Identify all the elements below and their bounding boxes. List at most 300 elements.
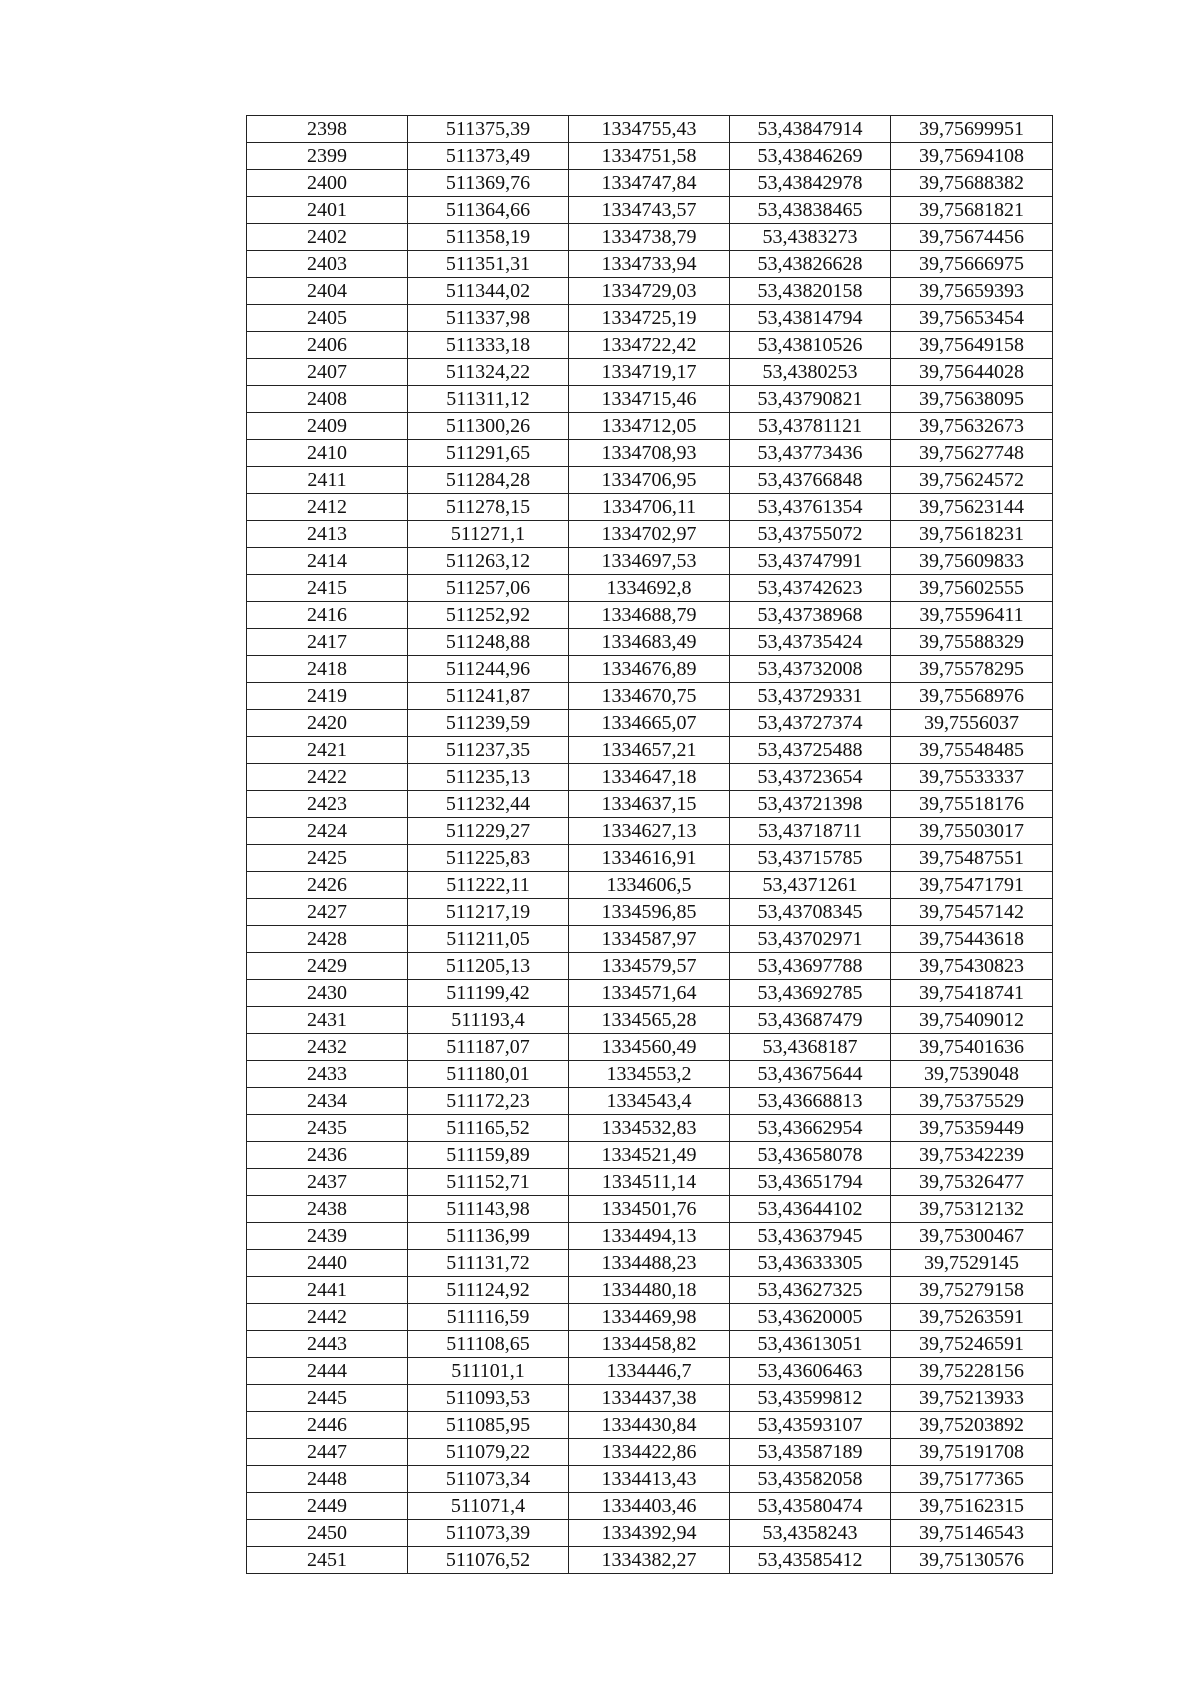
longitude-cell: 39,75162315: [891, 1493, 1053, 1520]
longitude-cell: 39,75681821: [891, 197, 1053, 224]
latitude-cell: 53,43708345: [730, 899, 891, 926]
point-number-cell: 2404: [247, 278, 408, 305]
latitude-cell: 53,43627325: [730, 1277, 891, 1304]
latitude-cell: 53,43675644: [730, 1061, 891, 1088]
table-row: [247, 1169, 1053, 1196]
table-row: [247, 278, 1053, 305]
table-row: [247, 845, 1053, 872]
table-row: [247, 332, 1053, 359]
x-coordinate-cell: 511284,28: [408, 467, 569, 494]
longitude-cell: 39,75203892: [891, 1412, 1053, 1439]
x-coordinate-cell: 511079,22: [408, 1439, 569, 1466]
latitude-cell: 53,43842978: [730, 170, 891, 197]
x-coordinate-cell: 511344,02: [408, 278, 569, 305]
y-coordinate-cell: 1334565,28: [569, 1007, 730, 1034]
latitude-cell: 53,43593107: [730, 1412, 891, 1439]
y-coordinate-cell: 1334480,18: [569, 1277, 730, 1304]
longitude-cell: 39,75342239: [891, 1142, 1053, 1169]
latitude-cell: 53,43790821: [730, 386, 891, 413]
x-coordinate-cell: 511271,1: [408, 521, 569, 548]
latitude-cell: 53,43715785: [730, 845, 891, 872]
x-coordinate-cell: 511180,01: [408, 1061, 569, 1088]
latitude-cell: 53,43697788: [730, 953, 891, 980]
latitude-cell: 53,4368187: [730, 1034, 891, 1061]
coordinates-table-body: [247, 116, 1053, 1574]
table-row: [247, 494, 1053, 521]
table-row: [247, 1466, 1053, 1493]
y-coordinate-cell: 1334616,91: [569, 845, 730, 872]
latitude-cell: 53,43658078: [730, 1142, 891, 1169]
point-number-cell: 2445: [247, 1385, 408, 1412]
table-row: [247, 683, 1053, 710]
table-row: [247, 521, 1053, 548]
x-coordinate-cell: 511159,89: [408, 1142, 569, 1169]
table-row: [247, 413, 1053, 440]
latitude-cell: 53,4383273: [730, 224, 891, 251]
y-coordinate-cell: 1334446,7: [569, 1358, 730, 1385]
x-coordinate-cell: 511375,39: [408, 116, 569, 143]
y-coordinate-cell: 1334712,05: [569, 413, 730, 440]
y-coordinate-cell: 1334733,94: [569, 251, 730, 278]
y-coordinate-cell: 1334743,57: [569, 197, 730, 224]
longitude-cell: 39,75430823: [891, 953, 1053, 980]
table-row: [247, 899, 1053, 926]
longitude-cell: 39,75609833: [891, 548, 1053, 575]
longitude-cell: 39,75130576: [891, 1547, 1053, 1574]
longitude-cell: 39,75312132: [891, 1196, 1053, 1223]
y-coordinate-cell: 1334560,49: [569, 1034, 730, 1061]
point-number-cell: 2435: [247, 1115, 408, 1142]
x-coordinate-cell: 511324,22: [408, 359, 569, 386]
point-number-cell: 2406: [247, 332, 408, 359]
x-coordinate-cell: 511076,52: [408, 1547, 569, 1574]
latitude-cell: 53,43613051: [730, 1331, 891, 1358]
longitude-cell: 39,75359449: [891, 1115, 1053, 1142]
x-coordinate-cell: 511108,65: [408, 1331, 569, 1358]
longitude-cell: 39,75568976: [891, 683, 1053, 710]
table-row: [247, 548, 1053, 575]
latitude-cell: 53,43668813: [730, 1088, 891, 1115]
coordinates-table: [246, 115, 1053, 1574]
latitude-cell: 53,43633305: [730, 1250, 891, 1277]
latitude-cell: 53,43702971: [730, 926, 891, 953]
latitude-cell: 53,43582058: [730, 1466, 891, 1493]
longitude-cell: 39,75375529: [891, 1088, 1053, 1115]
point-number-cell: 2410: [247, 440, 408, 467]
y-coordinate-cell: 1334511,14: [569, 1169, 730, 1196]
latitude-cell: 53,43637945: [730, 1223, 891, 1250]
longitude-cell: 39,75588329: [891, 629, 1053, 656]
table-row: [247, 197, 1053, 224]
point-number-cell: 2412: [247, 494, 408, 521]
table-row: [247, 926, 1053, 953]
y-coordinate-cell: 1334430,84: [569, 1412, 730, 1439]
table-row: [247, 1142, 1053, 1169]
y-coordinate-cell: 1334579,57: [569, 953, 730, 980]
x-coordinate-cell: 511237,35: [408, 737, 569, 764]
y-coordinate-cell: 1334488,23: [569, 1250, 730, 1277]
latitude-cell: 53,43810526: [730, 332, 891, 359]
point-number-cell: 2443: [247, 1331, 408, 1358]
longitude-cell: 39,75644028: [891, 359, 1053, 386]
y-coordinate-cell: 1334587,97: [569, 926, 730, 953]
point-number-cell: 2451: [247, 1547, 408, 1574]
y-coordinate-cell: 1334751,58: [569, 143, 730, 170]
point-number-cell: 2430: [247, 980, 408, 1007]
x-coordinate-cell: 511093,53: [408, 1385, 569, 1412]
y-coordinate-cell: 1334596,85: [569, 899, 730, 926]
table-row: [247, 818, 1053, 845]
x-coordinate-cell: 511257,06: [408, 575, 569, 602]
y-coordinate-cell: 1334413,43: [569, 1466, 730, 1493]
x-coordinate-cell: 511124,92: [408, 1277, 569, 1304]
point-number-cell: 2426: [247, 872, 408, 899]
x-coordinate-cell: 511187,07: [408, 1034, 569, 1061]
table-row: [247, 1088, 1053, 1115]
point-number-cell: 2416: [247, 602, 408, 629]
table-row: [247, 980, 1053, 1007]
latitude-cell: 53,43692785: [730, 980, 891, 1007]
latitude-cell: 53,43735424: [730, 629, 891, 656]
latitude-cell: 53,43732008: [730, 656, 891, 683]
longitude-cell: 39,75699951: [891, 116, 1053, 143]
y-coordinate-cell: 1334676,89: [569, 656, 730, 683]
latitude-cell: 53,43820158: [730, 278, 891, 305]
x-coordinate-cell: 511333,18: [408, 332, 569, 359]
point-number-cell: 2425: [247, 845, 408, 872]
point-number-cell: 2422: [247, 764, 408, 791]
point-number-cell: 2399: [247, 143, 408, 170]
point-number-cell: 2444: [247, 1358, 408, 1385]
latitude-cell: 53,43729331: [730, 683, 891, 710]
x-coordinate-cell: 511225,83: [408, 845, 569, 872]
table-row: [247, 467, 1053, 494]
longitude-cell: 39,75443618: [891, 926, 1053, 953]
x-coordinate-cell: 511263,12: [408, 548, 569, 575]
point-number-cell: 2437: [247, 1169, 408, 1196]
longitude-cell: 39,75674456: [891, 224, 1053, 251]
x-coordinate-cell: 511165,52: [408, 1115, 569, 1142]
table-row: [247, 1520, 1053, 1547]
table-row: [247, 1412, 1053, 1439]
x-coordinate-cell: 511291,65: [408, 440, 569, 467]
y-coordinate-cell: 1334382,27: [569, 1547, 730, 1574]
y-coordinate-cell: 1334702,97: [569, 521, 730, 548]
y-coordinate-cell: 1334688,79: [569, 602, 730, 629]
x-coordinate-cell: 511222,11: [408, 872, 569, 899]
longitude-cell: 39,75548485: [891, 737, 1053, 764]
point-number-cell: 2407: [247, 359, 408, 386]
x-coordinate-cell: 511300,26: [408, 413, 569, 440]
table-row: [247, 1277, 1053, 1304]
y-coordinate-cell: 1334637,15: [569, 791, 730, 818]
point-number-cell: 2436: [247, 1142, 408, 1169]
point-number-cell: 2427: [247, 899, 408, 926]
table-row: [247, 305, 1053, 332]
point-number-cell: 2441: [247, 1277, 408, 1304]
point-number-cell: 2439: [247, 1223, 408, 1250]
y-coordinate-cell: 1334697,53: [569, 548, 730, 575]
latitude-cell: 53,43687479: [730, 1007, 891, 1034]
latitude-cell: 53,43742623: [730, 575, 891, 602]
y-coordinate-cell: 1334627,13: [569, 818, 730, 845]
latitude-cell: 53,43723654: [730, 764, 891, 791]
longitude-cell: 39,75533337: [891, 764, 1053, 791]
point-number-cell: 2415: [247, 575, 408, 602]
latitude-cell: 53,43599812: [730, 1385, 891, 1412]
y-coordinate-cell: 1334692,8: [569, 575, 730, 602]
point-number-cell: 2432: [247, 1034, 408, 1061]
x-coordinate-cell: 511241,87: [408, 683, 569, 710]
table-row: [247, 359, 1053, 386]
longitude-cell: 39,75401636: [891, 1034, 1053, 1061]
table-row: [247, 872, 1053, 899]
table-row: [247, 1331, 1053, 1358]
table-row: [247, 1304, 1053, 1331]
table-row: [247, 629, 1053, 656]
x-coordinate-cell: 511311,12: [408, 386, 569, 413]
latitude-cell: 53,43826628: [730, 251, 891, 278]
latitude-cell: 53,4371261: [730, 872, 891, 899]
table-row: [247, 656, 1053, 683]
latitude-cell: 53,43721398: [730, 791, 891, 818]
longitude-cell: 39,75618231: [891, 521, 1053, 548]
latitude-cell: 53,43727374: [730, 710, 891, 737]
x-coordinate-cell: 511369,76: [408, 170, 569, 197]
x-coordinate-cell: 511358,19: [408, 224, 569, 251]
x-coordinate-cell: 511211,05: [408, 926, 569, 953]
table-row: [247, 1250, 1053, 1277]
point-number-cell: 2419: [247, 683, 408, 710]
y-coordinate-cell: 1334708,93: [569, 440, 730, 467]
x-coordinate-cell: 511071,4: [408, 1493, 569, 1520]
point-number-cell: 2448: [247, 1466, 408, 1493]
y-coordinate-cell: 1334683,49: [569, 629, 730, 656]
table-row: [247, 170, 1053, 197]
table-row: [247, 1196, 1053, 1223]
point-number-cell: 2405: [247, 305, 408, 332]
table-row: [247, 737, 1053, 764]
y-coordinate-cell: 1334571,64: [569, 980, 730, 1007]
point-number-cell: 2403: [247, 251, 408, 278]
y-coordinate-cell: 1334532,83: [569, 1115, 730, 1142]
y-coordinate-cell: 1334647,18: [569, 764, 730, 791]
y-coordinate-cell: 1334521,49: [569, 1142, 730, 1169]
table-row: [247, 440, 1053, 467]
point-number-cell: 2408: [247, 386, 408, 413]
x-coordinate-cell: 511199,42: [408, 980, 569, 1007]
latitude-cell: 53,43725488: [730, 737, 891, 764]
latitude-cell: 53,43718711: [730, 818, 891, 845]
x-coordinate-cell: 511101,1: [408, 1358, 569, 1385]
latitude-cell: 53,43755072: [730, 521, 891, 548]
longitude-cell: 39,75596411: [891, 602, 1053, 629]
y-coordinate-cell: 1334606,5: [569, 872, 730, 899]
longitude-cell: 39,75623144: [891, 494, 1053, 521]
point-number-cell: 2424: [247, 818, 408, 845]
x-coordinate-cell: 511232,44: [408, 791, 569, 818]
table-row: [247, 710, 1053, 737]
point-number-cell: 2434: [247, 1088, 408, 1115]
table-row: [247, 1061, 1053, 1088]
point-number-cell: 2402: [247, 224, 408, 251]
longitude-cell: 39,75279158: [891, 1277, 1053, 1304]
y-coordinate-cell: 1334738,79: [569, 224, 730, 251]
y-coordinate-cell: 1334719,17: [569, 359, 730, 386]
latitude-cell: 53,43838465: [730, 197, 891, 224]
y-coordinate-cell: 1334543,4: [569, 1088, 730, 1115]
y-coordinate-cell: 1334706,11: [569, 494, 730, 521]
x-coordinate-cell: 511193,4: [408, 1007, 569, 1034]
x-coordinate-cell: 511244,96: [408, 656, 569, 683]
latitude-cell: 53,43847914: [730, 116, 891, 143]
point-number-cell: 2414: [247, 548, 408, 575]
x-coordinate-cell: 511085,95: [408, 1412, 569, 1439]
longitude-cell: 39,75177365: [891, 1466, 1053, 1493]
longitude-cell: 39,75409012: [891, 1007, 1053, 1034]
longitude-cell: 39,75191708: [891, 1439, 1053, 1466]
latitude-cell: 53,43773436: [730, 440, 891, 467]
table-row: [247, 1007, 1053, 1034]
latitude-cell: 53,43781121: [730, 413, 891, 440]
y-coordinate-cell: 1334392,94: [569, 1520, 730, 1547]
longitude-cell: 39,75263591: [891, 1304, 1053, 1331]
x-coordinate-cell: 511073,34: [408, 1466, 569, 1493]
longitude-cell: 39,75146543: [891, 1520, 1053, 1547]
y-coordinate-cell: 1334670,75: [569, 683, 730, 710]
table-row: [247, 1358, 1053, 1385]
x-coordinate-cell: 511116,59: [408, 1304, 569, 1331]
longitude-cell: 39,75518176: [891, 791, 1053, 818]
x-coordinate-cell: 511235,13: [408, 764, 569, 791]
latitude-cell: 53,43761354: [730, 494, 891, 521]
table-row: [247, 1034, 1053, 1061]
point-number-cell: 2446: [247, 1412, 408, 1439]
point-number-cell: 2428: [247, 926, 408, 953]
latitude-cell: 53,43606463: [730, 1358, 891, 1385]
point-number-cell: 2417: [247, 629, 408, 656]
y-coordinate-cell: 1334501,76: [569, 1196, 730, 1223]
table-row: [247, 224, 1053, 251]
longitude-cell: 39,75418741: [891, 980, 1053, 1007]
x-coordinate-cell: 511373,49: [408, 143, 569, 170]
y-coordinate-cell: 1334422,86: [569, 1439, 730, 1466]
point-number-cell: 2411: [247, 467, 408, 494]
y-coordinate-cell: 1334437,38: [569, 1385, 730, 1412]
longitude-cell: 39,75624572: [891, 467, 1053, 494]
latitude-cell: 53,43814794: [730, 305, 891, 332]
point-number-cell: 2449: [247, 1493, 408, 1520]
longitude-cell: 39,75627748: [891, 440, 1053, 467]
table-row: [247, 1115, 1053, 1142]
longitude-cell: 39,75632673: [891, 413, 1053, 440]
x-coordinate-cell: 511136,99: [408, 1223, 569, 1250]
x-coordinate-cell: 511248,88: [408, 629, 569, 656]
longitude-cell: 39,75326477: [891, 1169, 1053, 1196]
longitude-cell: 39,75246591: [891, 1331, 1053, 1358]
point-number-cell: 2420: [247, 710, 408, 737]
point-number-cell: 2418: [247, 656, 408, 683]
latitude-cell: 53,43644102: [730, 1196, 891, 1223]
longitude-cell: 39,7539048: [891, 1061, 1053, 1088]
y-coordinate-cell: 1334553,2: [569, 1061, 730, 1088]
x-coordinate-cell: 511229,27: [408, 818, 569, 845]
latitude-cell: 53,4358243: [730, 1520, 891, 1547]
point-number-cell: 2400: [247, 170, 408, 197]
y-coordinate-cell: 1334706,95: [569, 467, 730, 494]
latitude-cell: 53,43585412: [730, 1547, 891, 1574]
longitude-cell: 39,75457142: [891, 899, 1053, 926]
y-coordinate-cell: 1334725,19: [569, 305, 730, 332]
x-coordinate-cell: 511252,92: [408, 602, 569, 629]
point-number-cell: 2401: [247, 197, 408, 224]
latitude-cell: 53,43766848: [730, 467, 891, 494]
y-coordinate-cell: 1334715,46: [569, 386, 730, 413]
table-row: [247, 575, 1053, 602]
point-number-cell: 2442: [247, 1304, 408, 1331]
latitude-cell: 53,43620005: [730, 1304, 891, 1331]
longitude-cell: 39,75228156: [891, 1358, 1053, 1385]
y-coordinate-cell: 1334729,03: [569, 278, 730, 305]
point-number-cell: 2423: [247, 791, 408, 818]
point-number-cell: 2409: [247, 413, 408, 440]
longitude-cell: 39,75688382: [891, 170, 1053, 197]
y-coordinate-cell: 1334469,98: [569, 1304, 730, 1331]
table-row: [247, 143, 1053, 170]
point-number-cell: 2413: [247, 521, 408, 548]
point-number-cell: 2421: [247, 737, 408, 764]
point-number-cell: 2433: [247, 1061, 408, 1088]
latitude-cell: 53,43580474: [730, 1493, 891, 1520]
table-row: [247, 1223, 1053, 1250]
y-coordinate-cell: 1334665,07: [569, 710, 730, 737]
table-row: [247, 791, 1053, 818]
x-coordinate-cell: 511172,23: [408, 1088, 569, 1115]
y-coordinate-cell: 1334494,13: [569, 1223, 730, 1250]
longitude-cell: 39,75578295: [891, 656, 1053, 683]
table-row: [247, 602, 1053, 629]
latitude-cell: 53,43587189: [730, 1439, 891, 1466]
longitude-cell: 39,75638095: [891, 386, 1053, 413]
y-coordinate-cell: 1334458,82: [569, 1331, 730, 1358]
longitude-cell: 39,7529145: [891, 1250, 1053, 1277]
longitude-cell: 39,75300467: [891, 1223, 1053, 1250]
y-coordinate-cell: 1334747,84: [569, 170, 730, 197]
longitude-cell: 39,75602555: [891, 575, 1053, 602]
x-coordinate-cell: 511143,98: [408, 1196, 569, 1223]
longitude-cell: 39,75694108: [891, 143, 1053, 170]
point-number-cell: 2440: [247, 1250, 408, 1277]
point-number-cell: 2438: [247, 1196, 408, 1223]
point-number-cell: 2431: [247, 1007, 408, 1034]
table-row: [247, 1547, 1053, 1574]
table-row: [247, 1493, 1053, 1520]
x-coordinate-cell: 511217,19: [408, 899, 569, 926]
longitude-cell: 39,75653454: [891, 305, 1053, 332]
latitude-cell: 53,43738968: [730, 602, 891, 629]
x-coordinate-cell: 511152,71: [408, 1169, 569, 1196]
table-row: [247, 953, 1053, 980]
x-coordinate-cell: 511131,72: [408, 1250, 569, 1277]
point-number-cell: 2429: [247, 953, 408, 980]
longitude-cell: 39,75666975: [891, 251, 1053, 278]
table-row: [247, 764, 1053, 791]
x-coordinate-cell: 511239,59: [408, 710, 569, 737]
x-coordinate-cell: 511351,31: [408, 251, 569, 278]
y-coordinate-cell: 1334403,46: [569, 1493, 730, 1520]
table-row: [247, 386, 1053, 413]
x-coordinate-cell: 511337,98: [408, 305, 569, 332]
